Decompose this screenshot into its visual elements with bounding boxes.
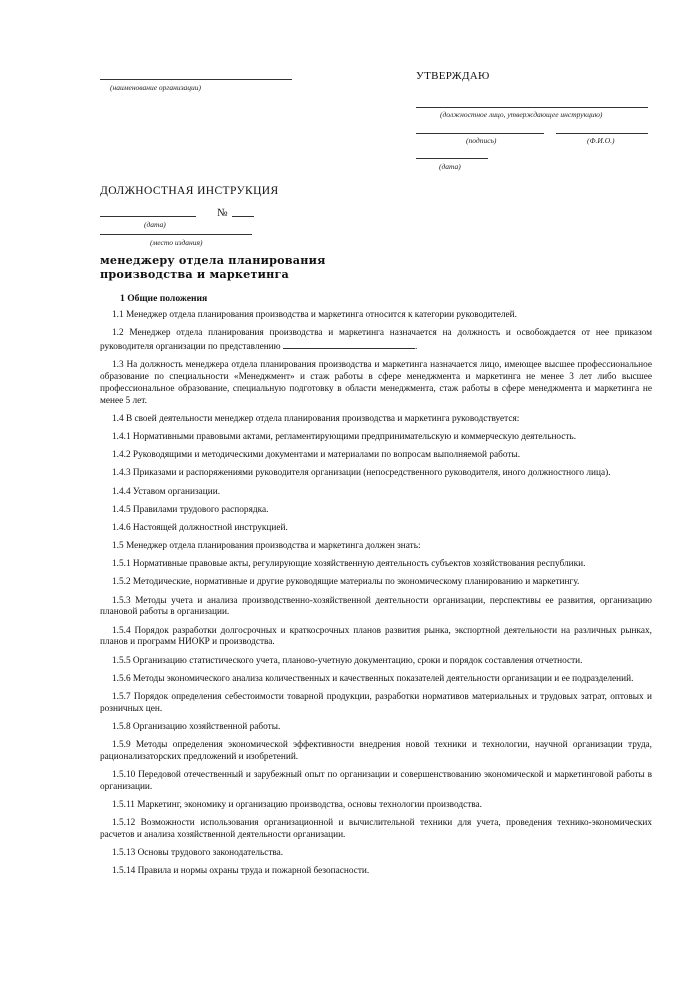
paragraph-1-5-5: 1.5.5 Организацию статистического учета, планово-учетную документацию, сроки и порядок составления отчетности.	[112, 655, 583, 666]
subject-line-1: менеджеру отдела планирования	[100, 253, 326, 267]
document-subject	[100, 253, 430, 281]
paragraph-1-4-4: 1.4.4 Уставом организации.	[112, 486, 221, 497]
paragraph-1-4-1: 1.4.1 Нормативными правовыми актами, регламентирующими предпринимательскую и коммерческую деятельность.	[112, 431, 577, 442]
paragraph-1-5-1: 1.5.1 Нормативные правовые акты, регулирующие хозяйственную деятельность субъектов хозяйствования республики.	[112, 559, 586, 570]
document-date-caption: (дата)	[144, 220, 166, 229]
paragraph-1-5-8: 1.5.8 Организацию хозяйственной работы.	[112, 721, 281, 732]
signature-line[interactable]	[416, 133, 544, 134]
paragraph-1-4: 1.4 В своей деятельности менеджер отдела планирования производства и маркетинга руководствуется:	[112, 413, 520, 424]
org-name-line[interactable]	[100, 79, 292, 80]
approver-position-caption: (должностное лицо, утверждающее инструкцию)	[440, 110, 603, 119]
approve-heading: УТВЕРЖДАЮ	[416, 70, 490, 82]
paragraph-1-5-10: 1.5.10 Передовой отечественный и зарубежный опыт по организации и совершенствованию экономической и маркетинговой работы в организации.	[100, 770, 652, 792]
paragraph-1-5-7: 1.5.7 Порядок определения себестоимости товарной продукции, разработки нормативов материальных и трудовых затрат, оптовых и розничных цен.	[100, 691, 652, 714]
paragraph-1-5-3: 1.5.3 Методы учета и анализа производственно-хозяйственной деятельности организации, перспективы ее развития, организацию плановой работы в организации.	[100, 595, 652, 618]
org-name-caption: (наименование организации)	[110, 83, 202, 92]
paragraph-1-5-13: 1.5.13 Основы трудового законодательства.	[112, 848, 284, 859]
paragraph-1-5-12: 1.5.12 Возможности использования организационной и вычислительной техники для учета, проведения технико-экономических расчетов и анализа хозяйственной деятельности организации.	[100, 818, 652, 841]
paragraph-1-5-2: 1.5.2 Методические, нормативные и другие руководящие материалы по экономическому планированию и маркетингу.	[112, 577, 580, 588]
approve-date-caption: (дата)	[439, 162, 461, 171]
fio-line[interactable]	[556, 133, 648, 134]
paragraph-1-5-6: 1.5.6 Методы экономического анализа количественных и качественных показателей деятельности организации и ее подразделений.	[112, 673, 634, 684]
paragraph-1-4-3: 1.4.3 Приказами и распоряжениями руководителя организации (непосредственного руководителя, иного должностного лица).	[112, 468, 611, 479]
paragraph-1-3: 1.3 На должность менеджера отдела планирования производства и маркетинга назначается лицо, имеющее высшее профессиональное образование по специальности «Менеджмент» и стаж работы в сфере менеджмента и маркетинга не менее 3 лет либо высшее профессиональное образование, специальную подготовку в области менеджмента, стаж работы в сфере менеджмента и маркетинга не менее 5 лет.	[100, 360, 652, 406]
place-caption: (место издания)	[150, 238, 203, 247]
paragraph-1-5-14: 1.5.14 Правила и нормы охраны труда и пожарной безопасности.	[112, 866, 370, 877]
paragraph-1-5-9: 1.5.9 Методы определения экономической эффективности внедрения новой техники и технологии, научной организации труда, рационализаторских предложений и изобретений.	[100, 740, 652, 762]
approver-position-line[interactable]	[416, 107, 648, 108]
fio-caption: (Ф.И.О.)	[587, 136, 615, 145]
paragraph-1-4-5: 1.4.5 Правилами трудового распорядка.	[112, 504, 269, 515]
paragraph-1-1: 1.1 Менеджер отдела планирования производства и маркетинга относится к категории руководителей.	[112, 310, 517, 320]
section-heading: 1 Общие положения	[120, 293, 208, 304]
document-number-sign: №	[217, 207, 228, 219]
section-body	[100, 310, 652, 885]
approve-date-line[interactable]	[416, 158, 488, 159]
paragraph-1-4-6: 1.4.6 Настоящей должностной инструкцией.	[112, 522, 288, 533]
paragraph-1-5-11: 1.5.11 Маркетинг, экономику и организацию производства, основы технологии производства.	[112, 800, 482, 811]
document-number-line[interactable]	[232, 216, 254, 217]
paragraph-1-2: 1.2 Менеджер отдела планирования производства и маркетинга назначается на должность и освобождается от нее приказом руководителя организации по представлению .	[100, 328, 652, 352]
document-date-line[interactable]	[100, 216, 196, 217]
paragraph-1-5-4: 1.5.4 Порядок разработки долгосрочных и краткосрочных планов развития рынка, экспортной деятельности на различных рынках, планов и программ НИОКР и производства.	[100, 625, 652, 648]
representative-blank[interactable]	[283, 340, 415, 349]
paragraph-1-4-2: 1.4.2 Руководящими и методическими документами и материалами по вопросам выполняемой работы.	[112, 450, 521, 461]
place-line[interactable]	[100, 234, 252, 235]
signature-caption: (подпись)	[466, 136, 497, 145]
paragraph-1-5: 1.5 Менеджер отдела планирования производства и маркетинга должен знать:	[112, 541, 421, 552]
document-title: ДОЛЖНОСТНАЯ ИНСТРУКЦИЯ	[100, 185, 279, 197]
subject-line-2: производства и маркетинга	[100, 267, 289, 281]
